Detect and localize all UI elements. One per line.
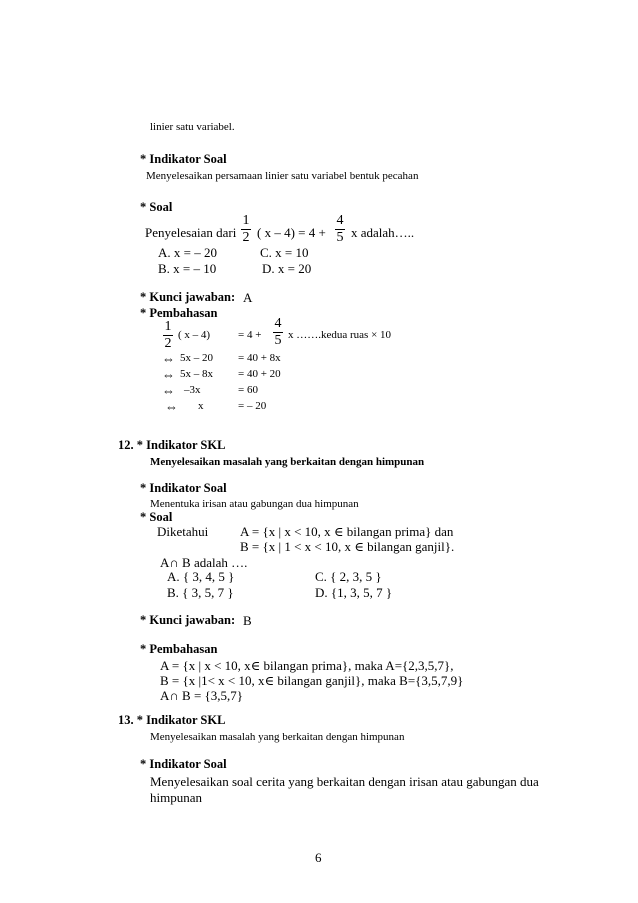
fraction-denominator: 5 — [274, 333, 282, 348]
soal-fraction-four-fifths — [334, 214, 346, 245]
q13-skl-text: Menyelesaikan masalah yang berkaitan dengan himpunan — [150, 731, 405, 743]
q12-set-a: A = {x | x < 10, x ∈ bilangan prima} dan — [240, 524, 454, 539]
indikator-soal-heading: * Indikator Soal — [140, 152, 227, 166]
q12-skl-text: Menyelesaikan masalah yang berkaitan dengan himpunan — [150, 456, 425, 468]
soal-heading: * Soal — [140, 200, 173, 214]
fraction-numerator: 4 — [336, 213, 344, 228]
page-number: 6 — [315, 850, 322, 865]
q12-set-b: B = {x | 1 < x < 10, x ∈ bilangan ganjil}. — [240, 539, 455, 554]
equivalence-icon: ⇔ — [162, 351, 175, 366]
step-left: –3x — [184, 384, 201, 396]
fraction-denominator: 2 — [164, 336, 172, 351]
q12-kunci-jawaban-value: B — [243, 613, 252, 628]
fraction-denominator: 5 — [336, 230, 344, 245]
soal-fraction-one-half — [240, 214, 252, 245]
q12-indikator-soal-heading: * Indikator Soal — [140, 481, 227, 495]
pembahasan-row1-right: x …….kedua ruas × 10 — [288, 329, 392, 341]
q12-option-d: D. {1, 3, 5, 7 } — [315, 585, 393, 600]
step-right: = – 20 — [238, 400, 267, 412]
soal-prefix: Penyelesaian dari — [145, 225, 237, 240]
step-left: 5x – 8x — [180, 368, 213, 380]
step-left: 5x – 20 — [180, 352, 213, 364]
option-c: C. x = 10 — [260, 245, 309, 260]
q12-option-b: B. { 3, 5, 7 } — [167, 585, 234, 600]
q12-pembahasan-line: A = {x | x < 10, x∈ bilangan prima}, maka A={2,3,5,7}, — [160, 658, 454, 673]
fraction-denominator: 2 — [242, 230, 250, 245]
q12-question: A∩ B adalah …. — [160, 555, 248, 570]
q12-diketahui: Diketahui — [157, 524, 209, 539]
q13-indikator-soal-heading: * Indikator Soal — [140, 757, 227, 771]
q12-option-a: A. { 3, 4, 5 } — [167, 569, 235, 584]
q12-number-heading: 12. * Indikator SKL — [118, 438, 226, 452]
option-b: B. x = – 10 — [158, 261, 217, 276]
soal-suffix: x adalah….. — [351, 225, 415, 240]
q12-kunci-jawaban-heading: * Kunci jawaban: — [140, 613, 236, 627]
step-right: = 40 + 8x — [238, 352, 281, 364]
q12-pembahasan-line: A∩ B = {3,5,7} — [160, 688, 244, 703]
option-d: D. x = 20 — [262, 261, 312, 276]
equivalence-icon: ⇔ — [162, 367, 175, 382]
soal-mid: ( x – 4) = 4 + — [257, 225, 326, 240]
equivalence-icon: ⇔ — [162, 383, 175, 398]
kunci-jawaban-value: A — [243, 290, 253, 305]
fraction-numerator: 1 — [164, 319, 172, 334]
pembahasan-row1-left: ( x – 4) — [178, 329, 211, 341]
q13-indikator-soal-line: himpunan — [150, 790, 202, 805]
continuation-text: linier satu variabel. — [150, 121, 235, 133]
q12-option-c: C. { 2, 3, 5 } — [315, 569, 382, 584]
step-right: = 40 + 20 — [238, 368, 281, 380]
q12-pembahasan-line: B = {x |1< x < 10, x∈ bilangan ganjil}, maka B={3,5,7,9} — [160, 673, 464, 688]
q12-pembahasan-heading: * Pembahasan — [140, 642, 218, 656]
kunci-jawaban-heading: * Kunci jawaban: — [140, 290, 236, 304]
equivalence-icon: ⇔ — [165, 399, 178, 414]
pembahasan-fraction-four-fifths — [272, 317, 284, 348]
fraction-numerator: 4 — [274, 316, 282, 331]
option-a: A. x = – 20 — [158, 245, 217, 260]
indikator-soal-text: Menyelesaikan persamaan linier satu variabel bentuk pecahan — [146, 170, 419, 182]
q12-soal-heading: * Soal — [140, 510, 173, 524]
q12-indikator-soal-text: Menentuka irisan atau gabungan dua himpunan — [150, 498, 359, 510]
fraction-numerator: 1 — [242, 213, 250, 228]
q13-indikator-soal-line: Menyelesaikan soal cerita yang berkaitan dengan irisan atau gabungan dua — [150, 774, 539, 789]
step-right: = 60 — [238, 384, 258, 396]
step-left: x — [198, 400, 204, 412]
pembahasan-row1-mid: = 4 + — [238, 329, 262, 341]
pembahasan-fraction-one-half — [162, 320, 174, 351]
q13-number-heading: 13. * Indikator SKL — [118, 713, 226, 727]
pembahasan-heading: * Pembahasan — [140, 306, 218, 320]
